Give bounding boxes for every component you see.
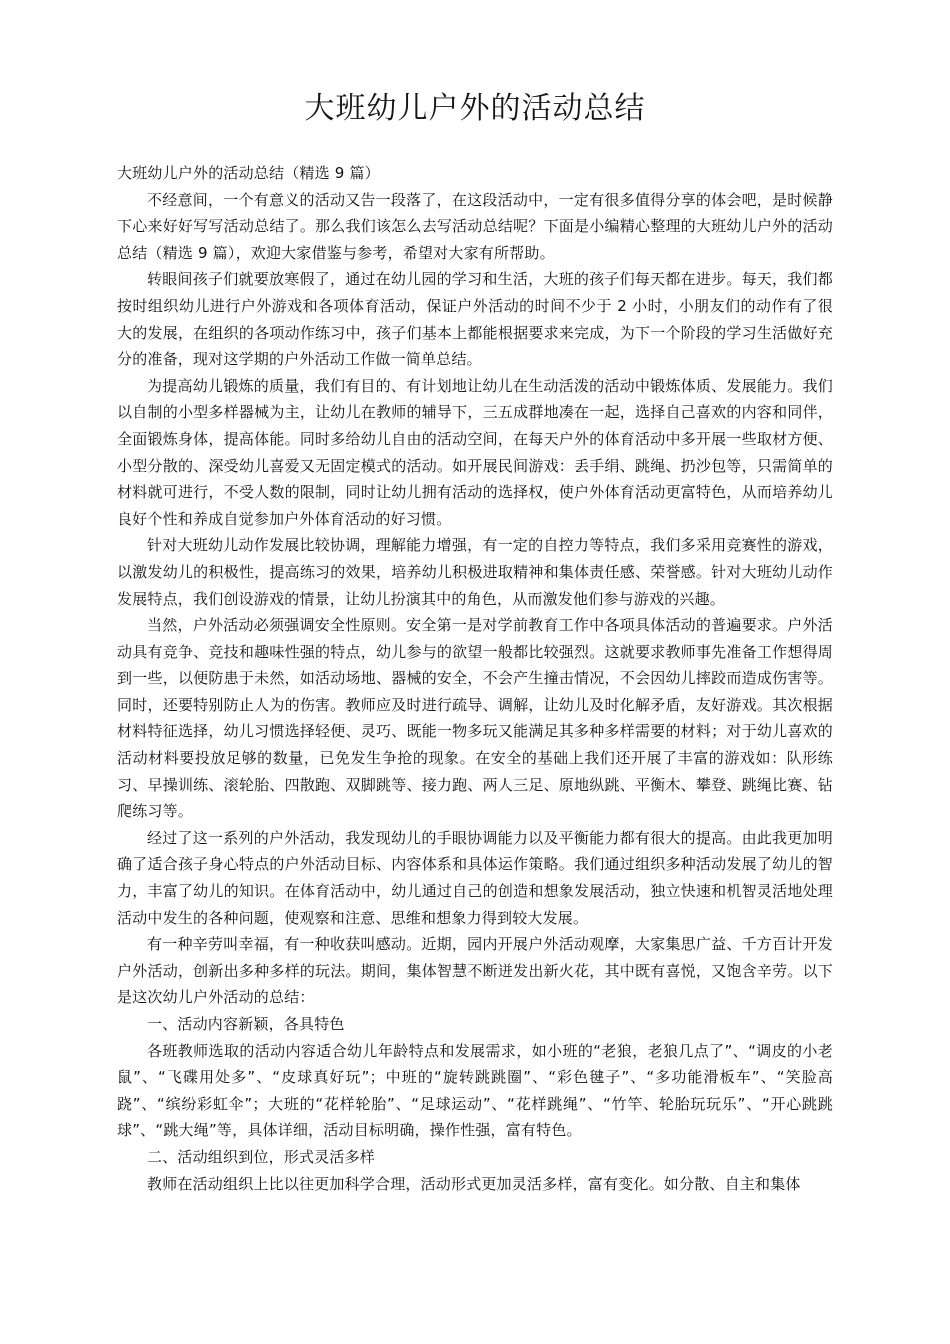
body-paragraph: 转眼间孩子们就要放寒假了，通过在幼儿园的学习和生活，大班的孩子们每天都在进步。每天，我们都按时组织幼儿进行户外游戏和各项体育活动，保证户外活动的时间不少于 2 小时，小朋友们的动作有了很大的发展，在组织的各项动作练习中，孩子们基本上都能根据要求来完成，为下一个阶段的学习生活做好充分的准备，现对这学期的户外活动工作做一简单总结。 (117, 270, 833, 369)
subtitle-paragraph: 大班幼儿户外的活动总结（精选 9 篇） (117, 164, 380, 182)
body-paragraph: 有一种辛劳叫幸福，有一种收获叫感动。近期，园内开展户外活动观摩，大家集思广益、千方百计开发户外活动，创新出多种多样的玩法。期间，集体智慧不断迸发出新火花，其中既有喜悦，又饱含辛劳。以下是这次幼儿户外活动的总结： (117, 935, 833, 1007)
intro-paragraph: 不经意间，一个有意义的活动又告一段落了，在这段活动中，一定有很多值得分享的体会吧，是时候静下心来好好写写活动总结了。那么我们该怎么去写活动总结呢？下面是小编精心整理的大班幼儿户外的活动总结（精选 9 篇），欢迎大家借鉴与参考，希望对大家有所帮助。 (117, 190, 833, 262)
document-body (117, 160, 833, 1197)
body-paragraph: 当然，户外活动必须强调安全性原则。安全第一是对学前教育工作中各项具体活动的普遍要求。户外活动具有竞争、竞技和趣味性强的特点，幼儿参与的欲望一般都比较强烈。这就要求教师事先准备工作想得周到一些，以便防患于未然，如活动场地、器械的安全，不会产生撞击情况，不会因幼儿摔跤而造成伤害等。同时，还要特别防止人为的伤害。教师应及时进行疏导、调解，让幼儿及时化解矛盾，友好游戏。其次根据材料特征选择，幼儿习惯选择轻便、灵巧、既能一物多玩又能满足其多种多样需要的材料；对于幼儿喜欢的活动材料要投放足够的数量，已免发生争抢的现象。在安全的基础上我们还开展了丰富的游戏如：队形练习、早操训练、滚轮胎、四散跑、双脚跳等、接力跑、两人三足、原地纵跳、平衡木、攀登、跳绳比赛、钻爬练习等。 (117, 616, 833, 821)
section-heading: 一、活动内容新颖，各具特色 (147, 1015, 345, 1033)
body-paragraph: 为提高幼儿锻炼的质量，我们有目的、有计划地让幼儿在生动活泼的活动中锻炼体质、发展能力。我们以自制的小型多样器械为主，让幼儿在教师的辅导下，三五成群地凑在一起，选择自己喜欢的内容和同伴，全面锻炼身体，提高体能。同时多给幼儿自由的活动空间，在每天户外的体育活动中多开展一些取材方便、小型分散的、深受幼儿喜爱又无固定模式的活动。如开展民间游戏：丢手绢、跳绳、扔沙包等，只需简单的材料就可进行，不受人数的限制，同时让幼儿拥有活动的选择权，使户外体育活动更富特色，从而培养幼儿良好个性和养成自觉参加户外体育活动的好习惯。 (117, 376, 833, 528)
document-title: 大班幼儿户外的活动总结 (304, 91, 646, 126)
body-paragraph: 经过了这一系列的户外活动，我发现幼儿的手眼协调能力以及平衡能力都有很大的提高。由此我更加明确了适合孩子身心特点的户外活动目标、内容体系和具体运作策略。我们通过组织多种活动发展了幼儿的智力，丰富了幼儿的知识。在体育活动中，幼儿通过自己的创造和想象发展活动，独立快速和机智灵活地处理活动中发生的各种问题，使观察和注意、思维和想象力得到较大发展。 (117, 828, 833, 927)
body-paragraph: 针对大班幼儿动作发展比较协调，理解能力增强，有一定的自控力等特点，我们多采用竞赛性的游戏，以激发幼儿的积极性，提高练习的效果，培养幼儿积极进取精神和集体责任感、荣誉感。针对大班幼儿动作发展特点，我们创设游戏的情景，让幼儿扮演其中的角色，从而激发他们参与游戏的兴趣。 (117, 536, 833, 608)
section-heading: 二、活动组织到位，形式灵活多样 (147, 1147, 376, 1166)
body-paragraph: 各班教师选取的活动内容适合幼儿年龄特点和发展需求，如小班的“老狼，老狼几点了”、“调皮的小老鼠”、“飞碟用处多”、“皮球真好玩”；中班的“旋转跳跳圈”、“彩色毽子”、“多功能滑板车”、“笑脸高跷”、“缤纷彩虹伞”；大班的“花样轮胎”、“足球运动”、“花样跳绳”、“竹竿、轮胎玩玩乐”、“开心跳跳球”、“跳大绳”等，具体详细，活动目标明确，操作性强，富有特色。 (117, 1041, 833, 1140)
body-paragraph: 教师在活动组织上比以往更加科学合理，活动形式更加灵活多样，富有变化。如分散、自主和集体 (147, 1174, 801, 1193)
